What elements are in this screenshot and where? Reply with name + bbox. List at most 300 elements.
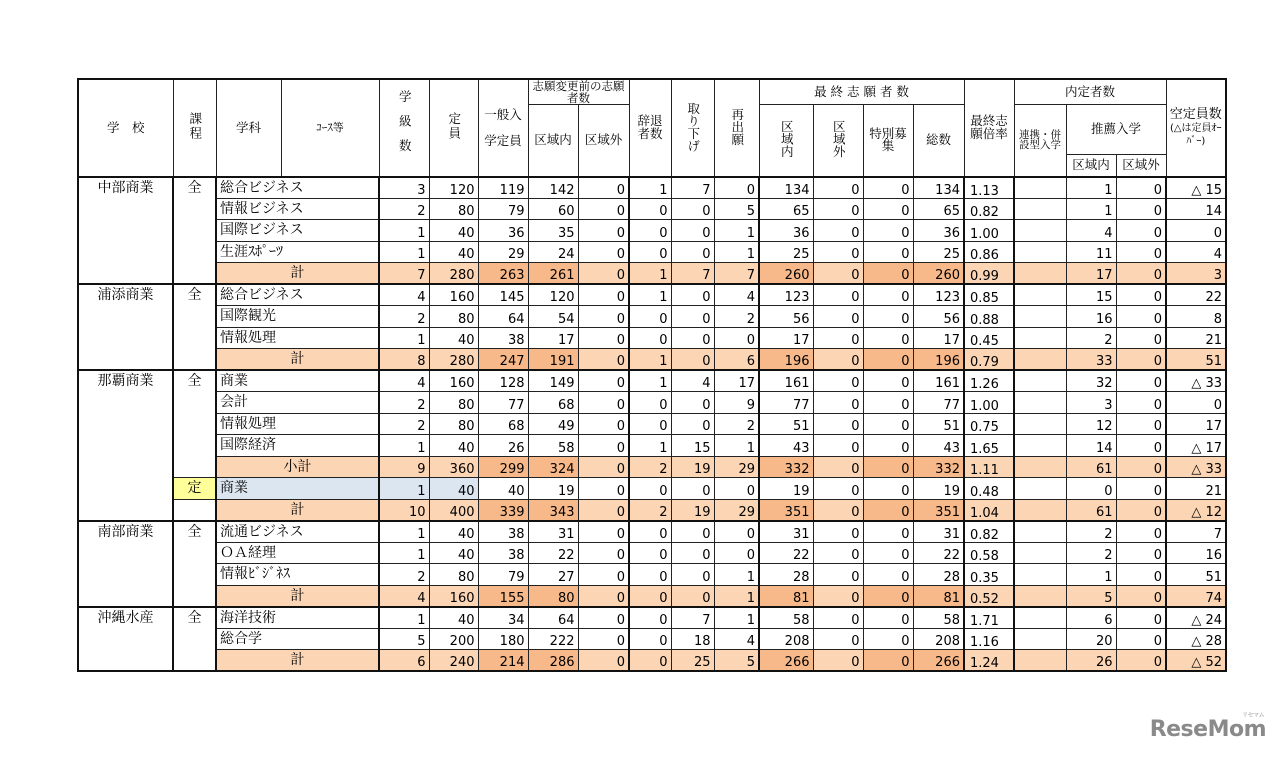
cell-general-capacity: 34 [478,607,528,629]
cell-general-capacity: 339 [478,499,528,521]
cell-capacity: 360 [429,456,478,478]
table-total-row [78,585,1226,607]
cell-capacity: 80 [429,564,478,586]
course-type: 全 [173,284,216,370]
cell-pre-in: 142 [528,177,578,199]
cell-suisen-out: 0 [1116,349,1166,371]
cell-total: 17 [913,327,964,349]
cell-final-in: 134 [759,177,813,199]
cell-withdraw: 0 [629,327,671,349]
cell-renkei [1014,435,1066,457]
cell-capacity: 40 [429,220,478,242]
table-row [78,392,1226,414]
cell-resubmit: 0 [714,478,759,500]
cell-ratio: 1.71 [964,607,1014,629]
cell-withdraw: 0 [629,241,671,263]
cell-final-in: 123 [759,284,813,306]
cell-ratio: 0.82 [964,198,1014,220]
cell-final-in: 43 [759,435,813,457]
cell-pre-out: 0 [578,327,629,349]
cell-ratio: 0.48 [964,478,1014,500]
cell-ratio: 0.88 [964,306,1014,328]
cell-general-capacity: 40 [478,478,528,500]
cell-pre-out: 0 [578,478,629,500]
cell-pre-out: 0 [578,392,629,414]
cell-pre-out: 0 [578,349,629,371]
cell-final-out: 0 [813,220,863,242]
cell-suisen-out: 0 [1116,499,1166,521]
cell-pre-in: 68 [528,392,578,414]
cell-capacity: 120 [429,177,478,199]
cell-suisen-out: 0 [1116,241,1166,263]
cell-special: 0 [863,284,913,306]
cell-special: 0 [863,456,913,478]
cell-torisage: 7 [671,607,714,629]
cell-final-in: 51 [759,413,813,435]
cell-pre-in: 19 [528,478,578,500]
cell-total: 351 [913,499,964,521]
cell-special: 0 [863,327,913,349]
cell-suisen-in: 4 [1066,220,1116,242]
course-type [173,499,216,521]
cell-suisen-in: 1 [1066,198,1116,220]
table-row [78,521,1226,543]
cell-torisage: 0 [671,585,714,607]
cell-final-out: 0 [813,306,863,328]
cell-renkei [1014,177,1066,199]
header-resubmit: 再出願 [714,79,759,177]
cell-pre-in: 222 [528,628,578,650]
cell-classes: 10 [379,499,429,521]
cell-final-in: 81 [759,585,813,607]
cell-withdraw: 0 [629,521,671,543]
school-name: 南部商業 [78,521,173,607]
cell-resubmit: 1 [714,220,759,242]
course-type: 全 [173,521,216,607]
cell-pre-out: 0 [578,521,629,543]
cell-vacancy: 0 [1166,392,1226,414]
cell-final-out: 0 [813,263,863,285]
cell-final-in: 25 [759,241,813,263]
cell-suisen-out: 0 [1116,607,1166,629]
cell-classes: 2 [379,564,429,586]
cell-total: 81 [913,585,964,607]
cell-special: 0 [863,650,913,672]
cell-withdraw: 1 [629,177,671,199]
cell-classes: 2 [379,413,429,435]
cell-total: 123 [913,284,964,306]
cell-total: 56 [913,306,964,328]
cell-suisen-in: 5 [1066,585,1116,607]
cell-renkei [1014,499,1066,521]
cell-vacancy: 21 [1166,478,1226,500]
cell-general-capacity: 214 [478,650,528,672]
cell-vacancy: 74 [1166,585,1226,607]
cell-torisage: 19 [671,456,714,478]
cell-general-capacity: 299 [478,456,528,478]
cell-resubmit: 5 [714,198,759,220]
cell-torisage: 0 [671,241,714,263]
cell-torisage: 0 [671,284,714,306]
table-row [78,478,1226,500]
cell-classes: 1 [379,435,429,457]
cell-resubmit: 6 [714,349,759,371]
cell-renkei [1014,198,1066,220]
application-results-table [77,78,1227,672]
dept-name: 商業 [216,370,379,392]
cell-final-out: 0 [813,241,863,263]
cell-special: 0 [863,177,913,199]
total-label: 計 [216,650,379,672]
header-suisen: 推薦入学 [1066,105,1166,155]
dept-name: 流通ビジネス [216,521,379,543]
total-label: 計 [216,499,379,521]
cell-total: 19 [913,478,964,500]
cell-capacity: 80 [429,392,478,414]
cell-torisage: 15 [671,435,714,457]
cell-final-out: 0 [813,177,863,199]
cell-general-capacity: 155 [478,585,528,607]
cell-final-in: 260 [759,263,813,285]
cell-vacancy: △ 15 [1166,177,1226,199]
cell-total: 65 [913,198,964,220]
cell-general-capacity: 36 [478,220,528,242]
cell-resubmit: 1 [714,241,759,263]
cell-torisage: 7 [671,263,714,285]
cell-renkei [1014,564,1066,586]
cell-general-capacity: 79 [478,198,528,220]
cell-renkei [1014,521,1066,543]
dept-name: 国際経済 [216,435,379,457]
cell-special: 0 [863,521,913,543]
school-name: 浦添商業 [78,284,173,370]
cell-renkei [1014,241,1066,263]
cell-special: 0 [863,478,913,500]
cell-vacancy: △ 28 [1166,628,1226,650]
cell-general-capacity: 263 [478,263,528,285]
header-pre-in: 区域内 [528,105,578,177]
cell-suisen-in: 11 [1066,241,1116,263]
cell-resubmit: 1 [714,607,759,629]
cell-total: 31 [913,521,964,543]
table-row [78,435,1226,457]
cell-final-in: 351 [759,499,813,521]
dept-name: 情報処理 [216,413,379,435]
cell-final-out: 0 [813,607,863,629]
cell-withdraw: 1 [629,349,671,371]
cell-pre-in: 31 [528,521,578,543]
cell-torisage: 0 [671,327,714,349]
school-group [78,607,1226,672]
cell-pre-in: 64 [528,607,578,629]
cell-final-out: 0 [813,327,863,349]
cell-renkei [1014,284,1066,306]
cell-ratio: 0.45 [964,327,1014,349]
cell-renkei [1014,370,1066,392]
dept-name: 海洋技術 [216,607,379,629]
cell-suisen-in: 2 [1066,542,1116,564]
cell-total: 58 [913,607,964,629]
cell-resubmit: 2 [714,413,759,435]
cell-suisen-in: 12 [1066,413,1116,435]
cell-capacity: 80 [429,306,478,328]
cell-pre-in: 343 [528,499,578,521]
table-row [78,370,1226,392]
cell-pre-out: 0 [578,564,629,586]
cell-pre-out: 0 [578,263,629,285]
cell-torisage: 0 [671,413,714,435]
cell-special: 0 [863,306,913,328]
cell-final-in: 58 [759,607,813,629]
cell-general-capacity: 68 [478,413,528,435]
cell-classes: 1 [379,327,429,349]
cell-capacity: 160 [429,370,478,392]
cell-ratio: 1.24 [964,650,1014,672]
cell-final-in: 31 [759,521,813,543]
cell-final-out: 0 [813,478,863,500]
cell-pre-in: 149 [528,370,578,392]
cell-withdraw: 0 [629,220,671,242]
header-dept: 学科 [216,79,281,177]
cell-ratio: 1.13 [964,177,1014,199]
cell-renkei [1014,306,1066,328]
table-row [78,220,1226,242]
cell-final-in: 56 [759,306,813,328]
cell-vacancy: △ 12 [1166,499,1226,521]
cell-resubmit: 7 [714,263,759,285]
cell-vacancy: △ 33 [1166,370,1226,392]
school-group [78,284,1226,370]
table-row [78,306,1226,328]
cell-total: 22 [913,542,964,564]
cell-torisage: 18 [671,628,714,650]
cell-torisage: 0 [671,198,714,220]
cell-special: 0 [863,241,913,263]
cell-classes: 4 [379,370,429,392]
cell-suisen-out: 0 [1116,628,1166,650]
table-row [78,327,1226,349]
cell-torisage: 0 [671,220,714,242]
cell-pre-out: 0 [578,241,629,263]
cell-final-in: 65 [759,198,813,220]
cell-withdraw: 1 [629,284,671,306]
cell-renkei [1014,542,1066,564]
cell-capacity: 40 [429,327,478,349]
cell-final-out: 0 [813,370,863,392]
cell-final-out: 0 [813,650,863,672]
cell-pre-out: 0 [578,177,629,199]
cell-capacity: 40 [429,542,478,564]
cell-final-out: 0 [813,198,863,220]
course-type: 全 [173,607,216,672]
cell-special: 0 [863,413,913,435]
cell-classes: 4 [379,284,429,306]
cell-resubmit: 1 [714,435,759,457]
cell-vacancy: 7 [1166,521,1226,543]
cell-suisen-out: 0 [1116,306,1166,328]
cell-vacancy: △ 52 [1166,650,1226,672]
cell-suisen-out: 0 [1116,585,1166,607]
cell-ratio: 0.99 [964,263,1014,285]
cell-resubmit: 0 [714,542,759,564]
cell-classes: 1 [379,521,429,543]
cell-general-capacity: 38 [478,542,528,564]
cell-ratio: 1.00 [964,220,1014,242]
cell-renkei [1014,456,1066,478]
cell-final-out: 0 [813,392,863,414]
table-row [78,177,1226,199]
cell-capacity: 40 [429,435,478,457]
cell-suisen-in: 20 [1066,628,1116,650]
total-label: 計 [216,585,379,607]
school-group [78,521,1226,607]
cell-vacancy: 0 [1166,220,1226,242]
cell-suisen-in: 3 [1066,392,1116,414]
cell-total: 196 [913,349,964,371]
header-course-etc: ｺｰｽ等 [281,79,379,177]
cell-pre-out: 0 [578,435,629,457]
cell-special: 0 [863,435,913,457]
cell-torisage: 19 [671,499,714,521]
cell-resubmit: 29 [714,456,759,478]
cell-classes: 1 [379,478,429,500]
cell-pre-in: 54 [528,306,578,328]
header-suisen-out: 区域外 [1116,155,1166,177]
cell-ratio: 1.26 [964,370,1014,392]
cell-vacancy: △ 17 [1166,435,1226,457]
header-naitei: 内定者数 [1014,79,1166,105]
header-pre-out: 区域外 [578,105,629,177]
header-ratio: 最終志願倍率 [964,79,1014,177]
cell-total: 266 [913,650,964,672]
cell-suisen-in: 61 [1066,499,1116,521]
cell-pre-out: 0 [578,306,629,328]
dept-name: 総合学 [216,628,379,650]
cell-renkei [1014,585,1066,607]
cell-classes: 2 [379,198,429,220]
cell-final-in: 36 [759,220,813,242]
cell-pre-out: 0 [578,413,629,435]
cell-final-in: 266 [759,650,813,672]
cell-capacity: 280 [429,349,478,371]
cell-resubmit: 5 [714,650,759,672]
cell-suisen-in: 1 [1066,177,1116,199]
cell-final-in: 196 [759,349,813,371]
cell-special: 0 [863,628,913,650]
cell-renkei [1014,327,1066,349]
cell-withdraw: 0 [629,413,671,435]
cell-withdraw: 0 [629,564,671,586]
cell-classes: 4 [379,585,429,607]
cell-ratio: 1.11 [964,456,1014,478]
cell-final-out: 0 [813,284,863,306]
table-row [78,198,1226,220]
cell-suisen-out: 0 [1116,413,1166,435]
cell-classes: 6 [379,650,429,672]
cell-classes: 7 [379,263,429,285]
cell-pre-in: 286 [528,650,578,672]
cell-special: 0 [863,392,913,414]
cell-renkei [1014,220,1066,242]
cell-general-capacity: 128 [478,370,528,392]
cell-ratio: 0.35 [964,564,1014,586]
cell-general-capacity: 247 [478,349,528,371]
cell-special: 0 [863,198,913,220]
cell-torisage: 4 [671,370,714,392]
cell-capacity: 240 [429,650,478,672]
cell-total: 332 [913,456,964,478]
cell-pre-in: 80 [528,585,578,607]
cell-special: 0 [863,349,913,371]
dept-name: 総合ビジネス [216,177,379,199]
cell-torisage: 25 [671,650,714,672]
cell-pre-in: 27 [528,564,578,586]
cell-resubmit: 0 [714,177,759,199]
cell-renkei [1014,607,1066,629]
cell-final-out: 0 [813,542,863,564]
cell-ratio: 0.85 [964,284,1014,306]
cell-suisen-in: 17 [1066,263,1116,285]
table-row [78,607,1226,629]
cell-withdraw: 0 [629,585,671,607]
resemom-logo: ReseMom リセマム [1149,712,1266,742]
cell-pre-in: 17 [528,327,578,349]
cell-final-out: 0 [813,435,863,457]
cell-ratio: 0.82 [964,521,1014,543]
cell-general-capacity: 38 [478,521,528,543]
header-torisage: 取り下げ [671,79,714,177]
header-capacity: 定員 [429,79,478,177]
cell-special: 0 [863,499,913,521]
cell-resubmit: 4 [714,284,759,306]
header-withdraw: 辞退者数 [629,79,671,177]
cell-pre-in: 35 [528,220,578,242]
cell-pre-in: 261 [528,263,578,285]
cell-capacity: 80 [429,413,478,435]
cell-torisage: 0 [671,542,714,564]
cell-renkei [1014,392,1066,414]
header-school: 学 校 [78,79,173,177]
cell-suisen-out: 0 [1116,478,1166,500]
cell-classes: 3 [379,177,429,199]
school-name: 那覇商業 [78,370,173,521]
cell-classes: 1 [379,542,429,564]
cell-resubmit: 0 [714,327,759,349]
cell-capacity: 160 [429,585,478,607]
cell-pre-out: 0 [578,650,629,672]
cell-general-capacity: 79 [478,564,528,586]
cell-torisage: 7 [671,177,714,199]
cell-final-out: 0 [813,499,863,521]
cell-ratio: 1.65 [964,435,1014,457]
header-renkei: 連携・併設型入学 [1014,105,1066,177]
dept-name: 会計 [216,392,379,414]
cell-suisen-out: 0 [1116,177,1166,199]
cell-ratio: 1.00 [964,392,1014,414]
cell-vacancy: 16 [1166,542,1226,564]
cell-vacancy: 22 [1166,284,1226,306]
cell-classes: 1 [379,607,429,629]
cell-torisage: 0 [671,392,714,414]
cell-resubmit: 9 [714,392,759,414]
cell-special: 0 [863,263,913,285]
cell-withdraw: 2 [629,499,671,521]
cell-general-capacity: 145 [478,284,528,306]
header-total: 総数 [913,105,964,177]
cell-vacancy: △ 33 [1166,456,1226,478]
dept-name: 商業 [216,478,379,500]
cell-suisen-in: 0 [1066,478,1116,500]
